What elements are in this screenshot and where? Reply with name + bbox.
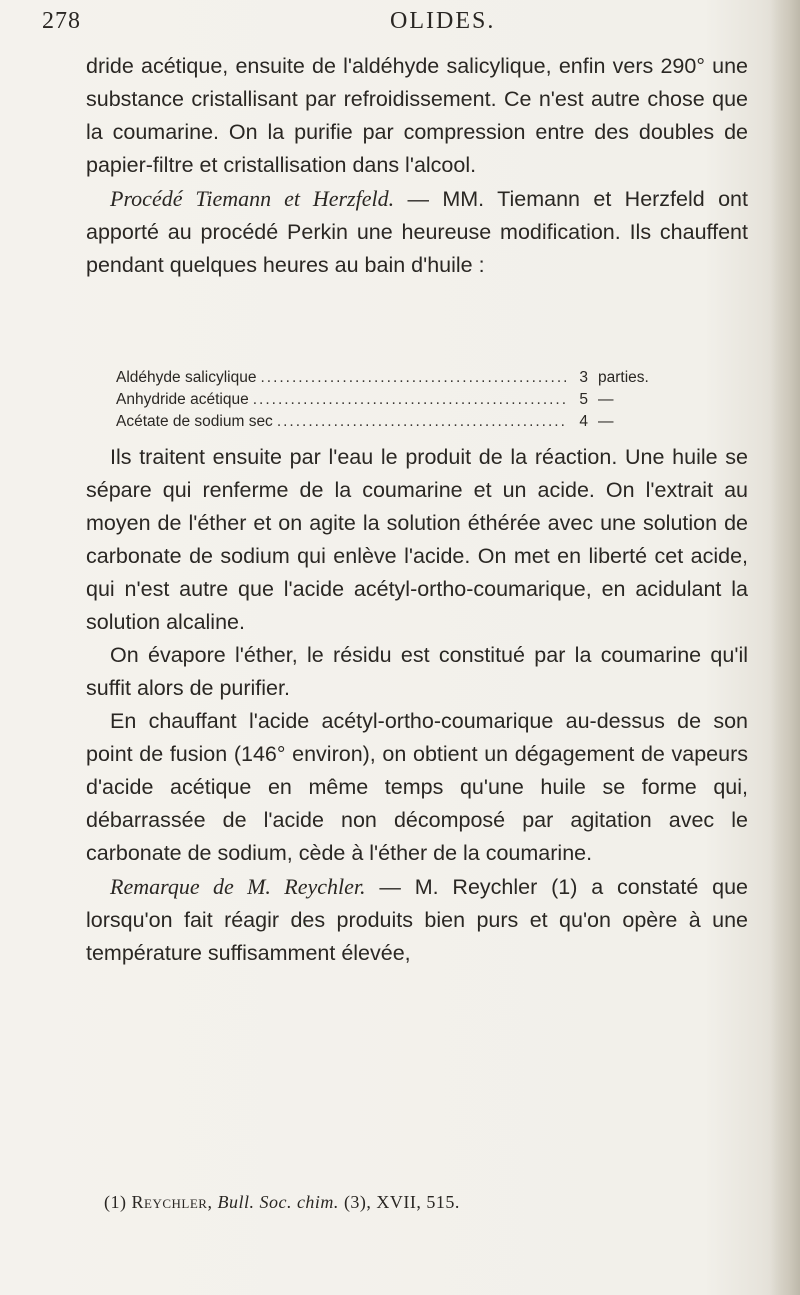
recipe-unit: — <box>598 413 614 430</box>
recipe-row <box>116 411 676 433</box>
recipe-quantity: 3 <box>579 369 588 386</box>
footnote-reference: (3), XVII, 515. <box>343 1192 460 1212</box>
paragraph-extraction: Ils traitent ensuite par l'eau le produit de la réaction. Une huile se sépare qui renferme de la coumarine et un acide. On l'extrait au moyen de l'éther et on agite la solution éthérée avec une solution de carbonate de sodium qui enlève l'acide. On met en liberté cet acide, qui n'est autre que l'acide acétyl-ortho-coumarique, en acidulant la solution alcaline. <box>86 445 748 634</box>
footnote-marker: (1) <box>104 1192 127 1212</box>
paragraph-reychler-text: — M. Reychler (1) a constaté que lorsqu'on fait réagir des produits bien purs et qu'on opère à une température suffisamment élevée, <box>86 875 748 965</box>
footnote-journal: Bull. Soc. chim. <box>217 1192 339 1212</box>
recipe-ingredient: Acétate de sodium sec <box>116 413 273 430</box>
dot-leader <box>253 389 566 411</box>
paragraph-heating: En chauffant l'acide acétyl-ortho-coumarique au-dessus de son point de fusion (146° environ), on obtient un dégagement de vapeurs d'acide acétique en même temps qu'une huile se forme qui, débarrassée de l'acide non décomposé par agitation avec le carbonate de sodium, cède à l'éther de la coumarine. <box>86 709 748 865</box>
recipe-table <box>116 367 676 433</box>
section-title-tiemann-herzfeld: Procédé Tiemann et Herzfeld. <box>110 186 395 211</box>
recipe-ingredient: Aldéhyde salicylique <box>116 369 257 386</box>
recipe-row <box>116 367 676 389</box>
page-number: 278 <box>42 8 81 34</box>
recipe-row <box>116 389 676 411</box>
paragraph-continuation: dride acétique, ensuite de l'aldéhyde salicylique, enfin vers 290° une substance cristallisant par refroidissement. Ce n'est autre chose que la coumarine. On la purifie par compression entre des doubles de papier-filtre et cristallisation dans l'alcool. <box>86 54 748 177</box>
footnote-author: Reychler, <box>131 1192 213 1212</box>
footnote <box>104 1192 460 1213</box>
text-block-bottom <box>86 441 748 970</box>
dot-leader <box>277 411 566 433</box>
running-head: OLIDES. <box>390 8 496 34</box>
page-header <box>42 8 742 38</box>
paragraph-evaporation: On évapore l'éther, le résidu est constitué par la coumarine qu'il suffit alors de purifier. <box>86 643 748 700</box>
dot-leader <box>260 367 566 389</box>
recipe-unit: — <box>598 391 614 408</box>
paragraph-reychler <box>86 870 748 970</box>
paragraph-tiemann-herzfeld <box>86 182 748 282</box>
text-block-top <box>86 50 748 282</box>
recipe-quantity: 5 <box>579 391 588 408</box>
section-title-reychler: Remarque de M. Reychler. <box>110 874 366 899</box>
recipe-ingredient: Anhydride acétique <box>116 391 249 408</box>
paragraph-tiemann-herzfeld-text: — MM. Tiemann et Herzfeld ont apporté au procédé Perkin une heureuse modification. Ils chauffent pendant quelques heures au bain d'huile : <box>86 187 748 277</box>
recipe-unit: parties. <box>598 369 649 386</box>
page-edge-shadow <box>770 0 800 1295</box>
recipe-quantity: 4 <box>579 413 588 430</box>
